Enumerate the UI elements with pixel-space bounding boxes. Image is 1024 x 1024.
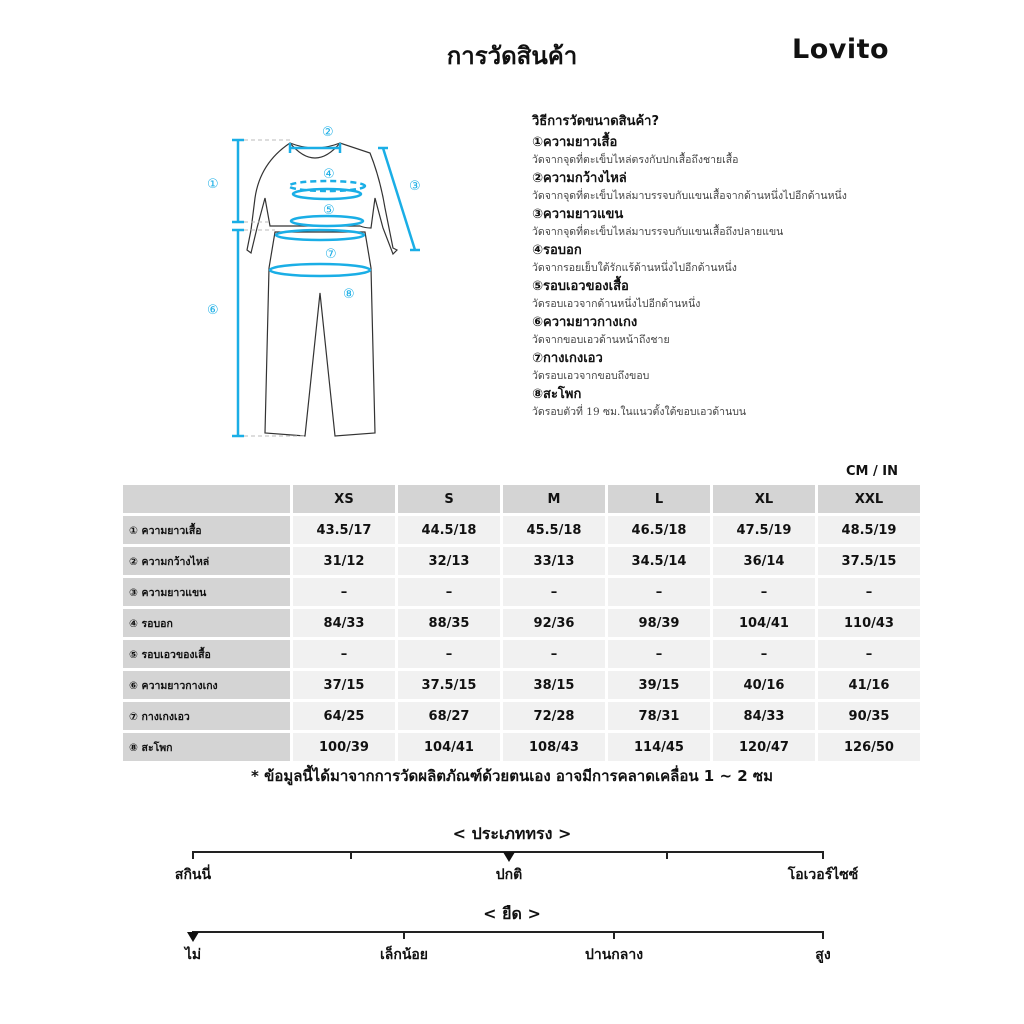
- table-header-row: [123, 485, 920, 513]
- stretch-scale-line: [192, 931, 824, 933]
- guide-item-desc: วัดรอบเอวจากขอบถึงขอบ: [532, 370, 650, 382]
- table-row: [123, 609, 920, 637]
- table-cell: 37.5/15: [818, 547, 920, 575]
- fit-scale-title: < ประเภททรง >: [452, 824, 572, 843]
- guide-item: [532, 242, 932, 276]
- row-label: ① ความยาวเสื้อ: [123, 516, 290, 544]
- marker-7: ⑦: [325, 247, 337, 262]
- table-cell: –: [818, 578, 920, 606]
- guide-item-desc: วัดรอบเอวจากด้านหนึ่งไปอีกด้านหนึ่ง: [532, 298, 701, 310]
- table-cell: –: [293, 578, 395, 606]
- stretch-scale-label: สูง: [815, 947, 831, 963]
- guide-item-title: ⑤รอบเอวของเสื้อ: [532, 279, 629, 294]
- table-cell: 37.5/15: [398, 671, 500, 699]
- table-cell: –: [713, 578, 815, 606]
- row-label: ⑧ สะโพก: [123, 733, 290, 761]
- marker-5: ⑤: [323, 203, 335, 218]
- table-cell: 104/41: [713, 609, 815, 637]
- table-cell: 44.5/18: [398, 516, 500, 544]
- table-row: [123, 640, 920, 668]
- marker-2: ②: [322, 125, 334, 140]
- guide-item-desc: วัดรอบตัวที่ 19 ซม.ในแนวตั้งใต้ขอบเอวด้านบน: [532, 406, 747, 418]
- marker-1: ①: [207, 177, 219, 192]
- guide-item-title: ⑧สะโพก: [532, 387, 582, 402]
- table-row: [123, 516, 920, 544]
- stretch-selected-marker-icon: [187, 932, 199, 942]
- fit-scale-tick: [666, 851, 668, 859]
- table-cell: 110/43: [818, 609, 920, 637]
- table-cell: 120/47: [713, 733, 815, 761]
- marker-3: ③: [409, 179, 421, 194]
- table-cell: –: [503, 640, 605, 668]
- table-cell: 90/35: [818, 702, 920, 730]
- table-cell: 41/16: [818, 671, 920, 699]
- table-cell: 33/13: [503, 547, 605, 575]
- stretch-scale-label: ปานกลาง: [584, 947, 644, 963]
- guide-item-desc: วัดจากขอบเอวด้านหน้าถึงชาย: [532, 334, 670, 346]
- table-cell: 88/35: [398, 609, 500, 637]
- table-cell: 98/39: [608, 609, 710, 637]
- row-label: ③ ความยาวแขน: [123, 578, 290, 606]
- table-cell: 32/13: [398, 547, 500, 575]
- guide-item-title: ①ความยาวเสื้อ: [532, 135, 618, 150]
- fit-scale-label: สกินนี่: [174, 867, 212, 883]
- table-cell: –: [713, 640, 815, 668]
- guide-item: [532, 170, 932, 204]
- table-cell: 47.5/19: [713, 516, 815, 544]
- table-cell: 92/36: [503, 609, 605, 637]
- stretch-scale-tick: [403, 931, 405, 939]
- table-cell: 108/43: [503, 733, 605, 761]
- table-row: [123, 671, 920, 699]
- fit-scale-label: โอเวอร์ไซซ์: [787, 867, 859, 883]
- fit-selected-marker-icon: [503, 852, 515, 862]
- table-row: [123, 733, 920, 761]
- table-cell: 36/14: [713, 547, 815, 575]
- table-cell: 126/50: [818, 733, 920, 761]
- table-cell: –: [818, 640, 920, 668]
- garment-illustration: [195, 118, 435, 448]
- size-table: [120, 482, 923, 764]
- row-label: ② ความกว้างไหล่: [123, 547, 290, 575]
- guide-item-title: ③ความยาวแขน: [532, 207, 624, 222]
- table-corner: [123, 485, 290, 513]
- guide-item: [532, 386, 932, 420]
- table-cell: –: [398, 640, 500, 668]
- fit-scale-tick: [192, 851, 194, 859]
- guide-item-desc: วัดจากจุดที่ตะเข็บไหล่มาบรรจบกับแขนเสื้อจากด้านหนึ่งไปอีกด้านหนึ่ง: [532, 190, 847, 202]
- fit-scale-label: ปกติ: [495, 867, 523, 883]
- guide-item: [532, 350, 932, 384]
- table-cell: –: [503, 578, 605, 606]
- size-column-header: M: [503, 485, 605, 513]
- table-cell: 68/27: [398, 702, 500, 730]
- page-title: การวัดสินค้า: [446, 42, 578, 70]
- table-cell: 72/28: [503, 702, 605, 730]
- table-cell: 100/39: [293, 733, 395, 761]
- guide-item-desc: วัดจากจุดที่ตะเข็บไหล่ตรงกับปกเสื้อถึงชายเสื้อ: [532, 154, 739, 166]
- guide-item: [532, 134, 932, 168]
- measurement-note: * ข้อมูลนี้ได้มาจากการวัดผลิตภัณฑ์ด้วยตนเอง อาจมีการคลาดเคลื่อน 1 ~ 2 ซม: [251, 767, 773, 785]
- stretch-scale-tick: [613, 931, 615, 939]
- table-cell: 31/12: [293, 547, 395, 575]
- guide-item-desc: วัดจากจุดที่ตะเข็บไหล่มาบรรจบกับแขนเสื้อถึงปลายแขน: [532, 226, 784, 238]
- stretch-scale-label: เล็กน้อย: [379, 947, 429, 963]
- table-cell: 104/41: [398, 733, 500, 761]
- table-cell: 38/15: [503, 671, 605, 699]
- row-label: ⑦ กางเกงเอว: [123, 702, 290, 730]
- marker-4: ④: [323, 167, 335, 182]
- table-cell: 46.5/18: [608, 516, 710, 544]
- marker-6: ⑥: [207, 303, 219, 318]
- stretch-scale-tick: [822, 931, 824, 939]
- table-cell: –: [293, 640, 395, 668]
- fit-scale-tick: [350, 851, 352, 859]
- guide-item-title: ⑦กางเกงเอว: [532, 351, 603, 366]
- fit-scale-tick: [822, 851, 824, 859]
- table-cell: 48.5/19: [818, 516, 920, 544]
- table-cell: 34.5/14: [608, 547, 710, 575]
- table-cell: 84/33: [293, 609, 395, 637]
- stretch-scale-title: < ยืด >: [483, 904, 541, 923]
- table-cell: 84/33: [713, 702, 815, 730]
- marker-8: ⑧: [343, 287, 355, 302]
- table-cell: 78/31: [608, 702, 710, 730]
- stretch-scale-label: ไม่: [184, 947, 202, 963]
- guide-item-desc: วัดจากรอยเย็บใต้รักแร้ด้านหนึ่งไปอีกด้านหนึ่ง: [532, 262, 737, 274]
- table-cell: 43.5/17: [293, 516, 395, 544]
- size-column-header: L: [608, 485, 710, 513]
- guide-item-title: ④รอบอก: [532, 243, 582, 258]
- guide-item: [532, 314, 932, 348]
- guide-item: [532, 206, 932, 240]
- size-column-header: XXL: [818, 485, 920, 513]
- guide-item-title: ⑥ความยาวกางเกง: [532, 315, 638, 330]
- table-cell: 39/15: [608, 671, 710, 699]
- table-cell: 114/45: [608, 733, 710, 761]
- size-column-header: XL: [713, 485, 815, 513]
- row-label: ④ รอบอก: [123, 609, 290, 637]
- table-cell: 37/15: [293, 671, 395, 699]
- guide-item-title: ②ความกว้างไหล่: [532, 171, 627, 186]
- measurement-guide: [532, 110, 932, 422]
- table-cell: 40/16: [713, 671, 815, 699]
- guide-heading: วิธีการวัดขนาดสินค้า?: [532, 114, 660, 129]
- size-column-header: S: [398, 485, 500, 513]
- guide-item: [532, 278, 932, 312]
- table-cell: –: [398, 578, 500, 606]
- table-row: [123, 578, 920, 606]
- table-row: [123, 547, 920, 575]
- unit-label: CM / IN: [846, 464, 898, 479]
- table-row: [123, 702, 920, 730]
- brand-logo: Lovito: [792, 34, 890, 65]
- table-cell: 45.5/18: [503, 516, 605, 544]
- row-label: ⑥ ความยาวกางเกง: [123, 671, 290, 699]
- table-cell: –: [608, 578, 710, 606]
- table-cell: 64/25: [293, 702, 395, 730]
- size-column-header: XS: [293, 485, 395, 513]
- table-cell: –: [608, 640, 710, 668]
- row-label: ⑤ รอบเอวของเสื้อ: [123, 640, 290, 668]
